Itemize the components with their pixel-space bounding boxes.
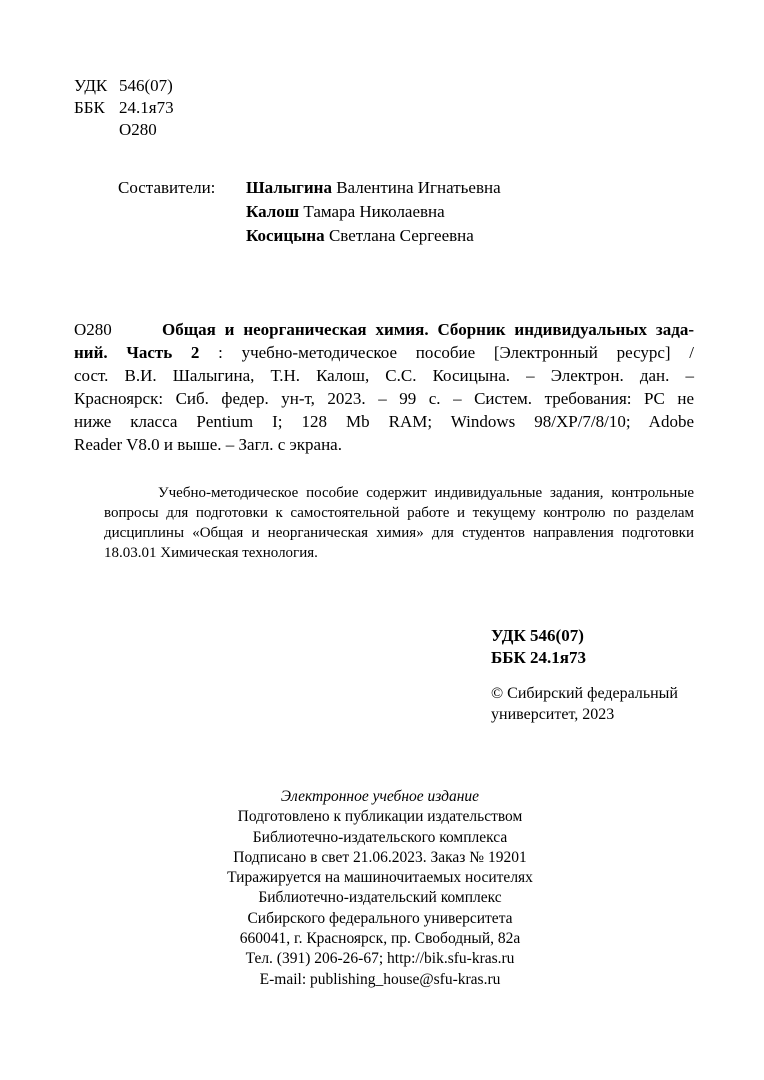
compilers-block [118, 178, 501, 250]
author-sign: О280 [119, 120, 157, 139]
imprint-line: Библиотечно-издательского комплекса [252, 828, 508, 846]
compiler-given-name: Валентина Игнатьевна [336, 178, 501, 197]
compiler-surname: Калош [246, 202, 300, 221]
compiler-row [118, 226, 501, 250]
imprint-line: Библиотечно-издательский комплекс [258, 889, 502, 907]
compiler-surname: Косицына [246, 226, 325, 245]
imprint-email-line[interactable]: E-mail: publishing_house@sfu-kras.ru [259, 970, 501, 988]
biblio-text: : учебно-методическое пособие [Электронный ресурс] / [218, 343, 695, 362]
bbk-label: ББК [74, 98, 105, 117]
classification-codes [74, 76, 174, 142]
imprint-line: Подготовлено к публикации издательством [237, 808, 523, 826]
udk-label: УДК [74, 76, 108, 95]
biblio-line: ниже класса Pentium I; 128 Mb RAM; Windows 98/XP/7/8/10; Adobe [74, 412, 694, 431]
abstract-line: дисциплины «Общая и неорганическая химия» для студентов направления подготовки [104, 525, 694, 541]
bibliographic-record [74, 320, 694, 458]
biblio-line: сост. В.И. Шалыгина, Т.Н. Калош, С.С. Косицына. – Электрон. дан. – [74, 366, 694, 385]
compiler-row [118, 202, 501, 226]
imprint-line: 660041, г. Красноярск, пр. Свободный, 82а [239, 930, 521, 948]
abstract [104, 483, 694, 563]
compiler-row [118, 178, 501, 202]
footer-bbk: ББК 24.1я73 [491, 648, 587, 667]
abstract-line: вопросы для подготовки к самостоятельной работе и текущему контролю по разделам [104, 505, 694, 521]
compiler-given-name: Светлана Сергеевна [328, 226, 474, 245]
book-title-line: Общая и неорганическая химия. Сборник индивидуальных зада- [162, 320, 694, 339]
imprint-block [180, 787, 580, 990]
biblio-line: Reader V8.0 и выше. – Загл. с экрана. [74, 435, 342, 454]
imprint-line: Подписано в свет 21.06.2023. Заказ № 19201 [233, 848, 527, 866]
copyright-notice [491, 684, 678, 726]
abstract-line: 18.03.01 Химическая технология. [104, 545, 318, 561]
biblio-line: Красноярск: Сиб. федер. ун-т, 2023. – 99 с. – Систем. требования: PC не [74, 389, 694, 408]
udk-value: 546(07) [119, 76, 173, 95]
bbk-value: 24.1я73 [119, 98, 174, 117]
imprint-line: Тиражируется на машиночитаемых носителях [227, 869, 533, 887]
imprint-line: Сибирского федерального университета [247, 909, 513, 927]
edition-type: Электронное учебное издание [280, 788, 480, 805]
udk-row [74, 76, 174, 98]
biblio-author-sign: О280 [74, 320, 112, 339]
bbk-row [74, 98, 174, 120]
compilers-label: Составители: [118, 178, 216, 197]
abstract-line: Учебно-методическое пособие содержит индивидуальные задания, контрольные [158, 485, 694, 501]
compiler-given-name: Тамара Николаевна [303, 202, 445, 221]
copyright-line: университет, 2023 [491, 706, 615, 723]
imprint-website-line[interactable]: Тел. (391) 206-26-67; http://bik.sfu-kras.ru [245, 950, 515, 968]
book-title-part: ний. Часть 2 [74, 343, 200, 362]
footer-codes [491, 626, 586, 670]
footer-udk: УДК 546(07) [491, 626, 584, 645]
copyright-line: © Сибирский федеральный [491, 685, 678, 702]
compiler-surname: Шалыгина [246, 178, 332, 197]
biblio-line [74, 343, 694, 366]
